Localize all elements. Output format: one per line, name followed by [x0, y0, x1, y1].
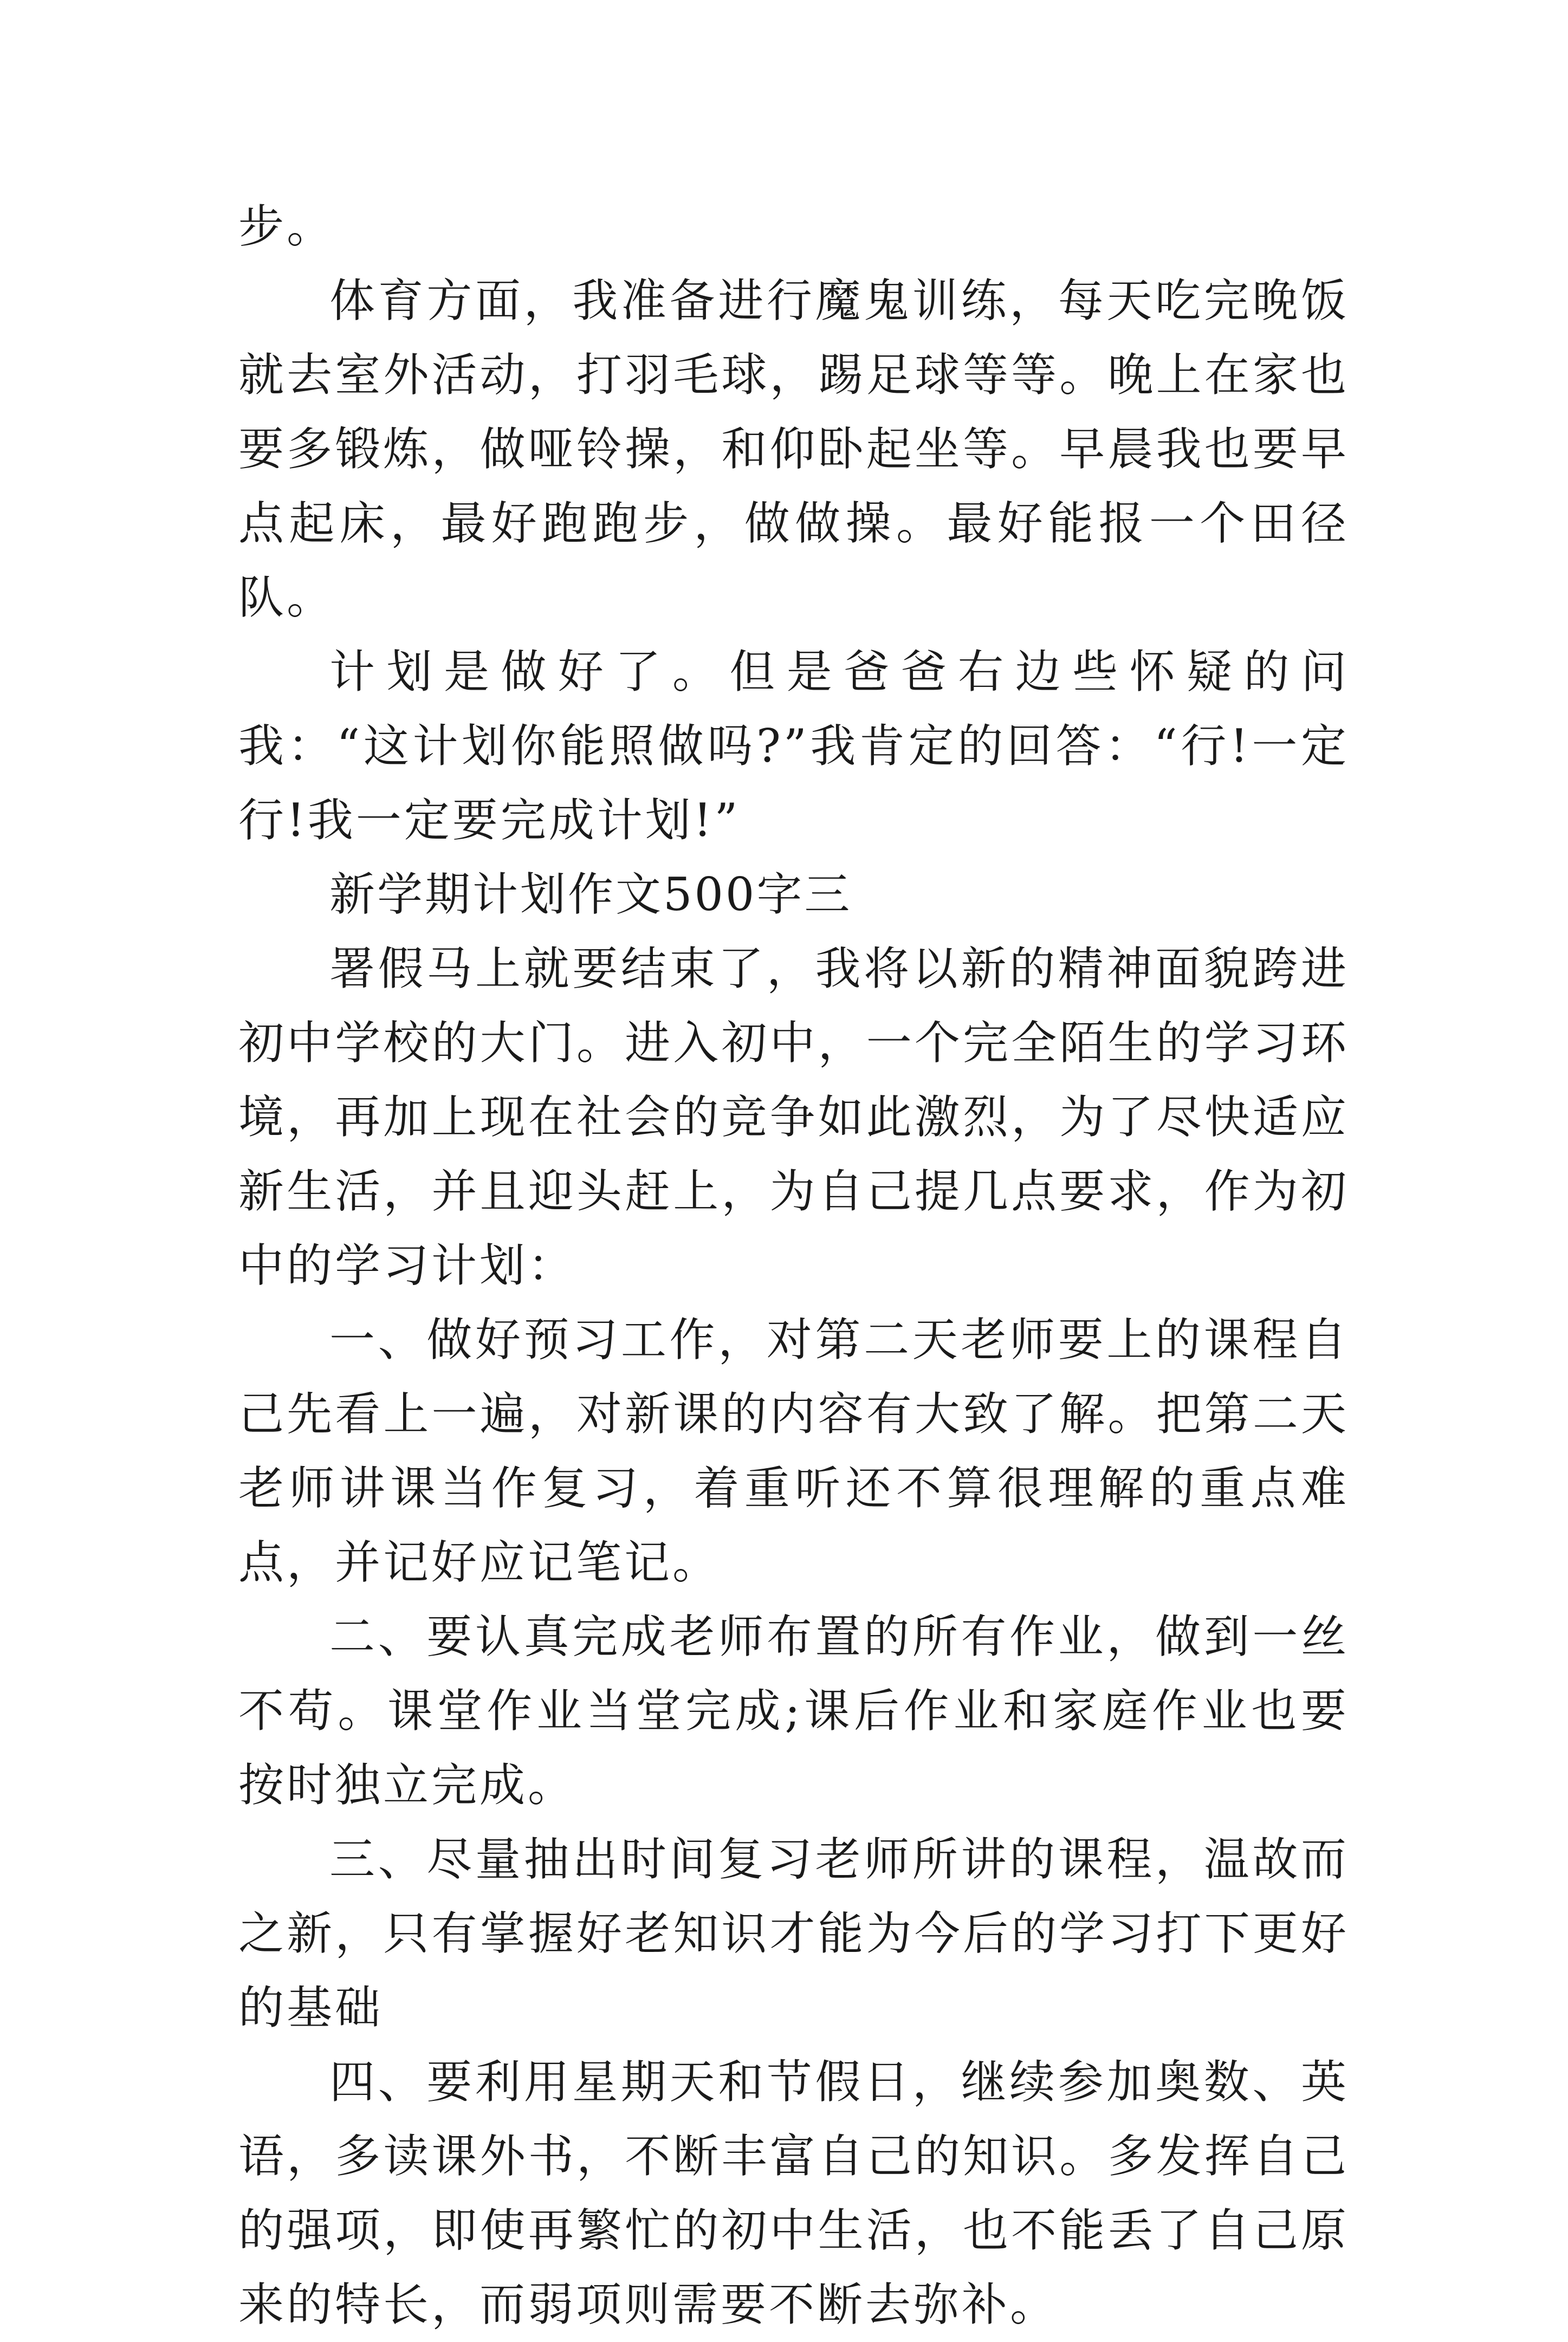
- paragraph-intro: 署假马上就要结束了，我将以新的精神面貌跨进初中学校的大门。进入初中，一个完全陌生的学习环境，再加上现在社会的竞争如此激烈，为了尽快适应新生活，并且迎头赶上，为自己提几点要求，作为初中的学习计划：: [238, 942, 1349, 1292]
- paragraph-item-two: 二、要认真完成老师布置的所有作业，做到一丝不苟。课堂作业当堂完成;课后作业和家庭作业也要按时独立完成。: [238, 1610, 1349, 1812]
- paragraph-item-three: 三、尽量抽出时间复习老师所讲的课程，温故而之新，只有掌握好老知识才能为今后的学习打下更好的基础: [238, 1833, 1349, 2034]
- section-heading: 新学期计划作文500字三: [329, 868, 852, 921]
- paragraph-father-question: 计划是做好了。但是爸爸右边些怀疑的问我：“这计划你能照做吗?”我肯定的回答：“行!一定行!我一定要完成计划!”: [238, 645, 1349, 847]
- paragraph-sports-plan: 体育方面，我准备进行魔鬼训练，每天吃完晚饭就去室外活动，打羽毛球，踢足球等等。晚上在家也要多锻炼，做哑铃操，和仰卧起坐等。早晨我也要早点起床，最好跑跑步，做做操。最好能报一个田径队。: [238, 274, 1349, 624]
- paragraph-item-four: 四、要利用星期天和节假日，继续参加奥数、英语，多读课外书，不断丰富自己的知识。多发挥自己的强项，即使再繁忙的初中生活，也不能丢了自己原来的特长，而弱项则需要不断去弥补。: [238, 2055, 1349, 2331]
- document-body: [238, 190, 1349, 2342]
- paragraph-item-one: 一、做好预习工作，对第二天老师要上的课程自己先看上一遍，对新课的内容有大致了解。把第二天老师讲课当作复习，着重听还不算很理解的重点难点，并记好应记笔记。: [238, 1313, 1349, 1589]
- paragraph-continuation: 步。: [238, 200, 335, 253]
